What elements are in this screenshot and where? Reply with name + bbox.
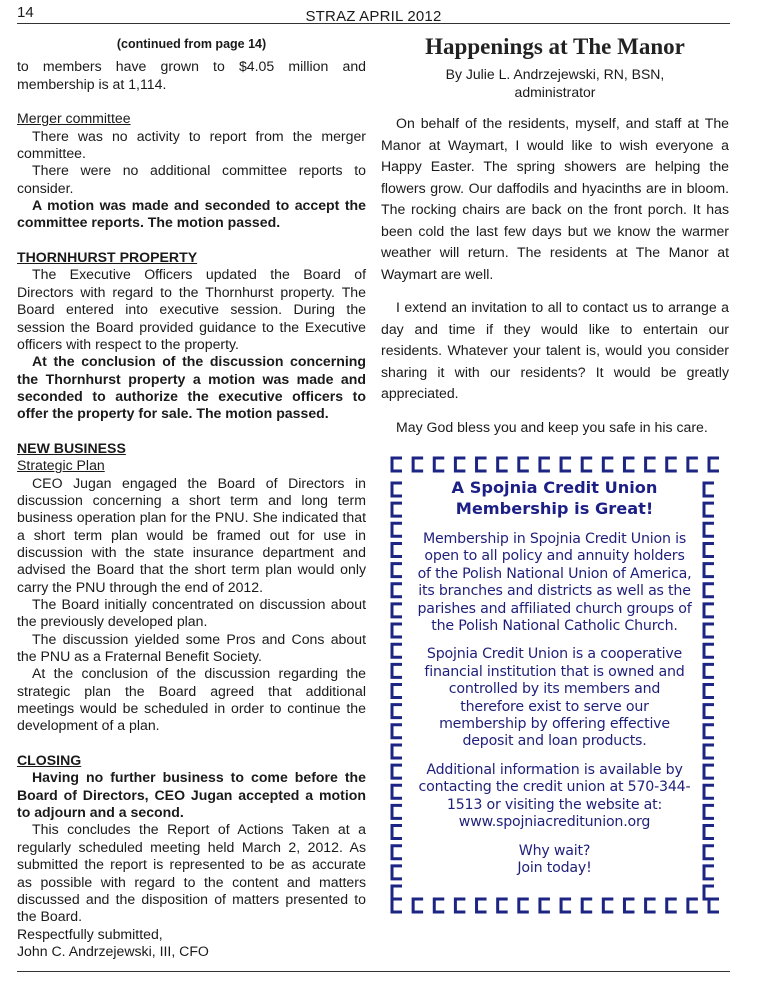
border-bracket <box>392 805 402 818</box>
closing-motion: Having no further business to come before the Board of Directors, CEO Jugan accepted a motion to adjourn and a second. <box>17 769 366 821</box>
left-column <box>17 36 366 960</box>
additional-meetings-paragraph: At the conclusion of the discussion regarding the strategic plan the Board agreed that additional meetings would be scheduled in order to continue the development of a plan. <box>17 665 366 734</box>
border-bracket <box>477 899 487 912</box>
border-bracket <box>392 866 402 879</box>
border-bracket <box>392 785 402 798</box>
border-bracket <box>434 899 444 912</box>
merger-motion: A motion was made and seconded to accept the committee reports. The motion passed. <box>17 197 366 231</box>
border-bracket <box>704 483 714 496</box>
signer-name: John C. Andrzejewski, III, CFO <box>17 942 209 959</box>
ad-contact-paragraph: Additional information is available by contacting the credit union at 570-344-1513 or visiting the website at: www.spojniacreditunion.org <box>418 761 691 831</box>
border-bracket <box>688 899 698 912</box>
pros-cons-paragraph: The discussion yielded some Pros and Cons about the PNU as a Fraternal Benefit Society. <box>17 630 366 665</box>
border-bracket <box>704 705 714 718</box>
border-bracket <box>392 846 402 859</box>
border-bracket <box>392 725 402 738</box>
border-bracket <box>392 886 402 899</box>
border-bracket <box>561 458 571 471</box>
border-bracket <box>624 899 634 912</box>
article-paragraph: I extend an invitation to all to contact us to arrange a day and time if they would like to entertain our residents. Whatever your talent is, would you consider sharing it with our residents? It would be greatly appreciated. <box>381 299 729 401</box>
border-bracket <box>540 458 550 471</box>
border-bracket <box>704 644 714 657</box>
border-bracket <box>392 458 402 471</box>
border-bracket <box>704 584 714 597</box>
ad-title-line: Membership is Great! <box>455 499 654 518</box>
border-bracket <box>392 685 402 698</box>
previous-plan-paragraph: The Board initially concentrated on discussion about the previously developed plan. <box>17 596 366 630</box>
border-bracket <box>704 503 714 516</box>
continued-note: (continued from page 14) <box>116 37 267 51</box>
ad-paragraph: Membership in Spojnia Credit Union is open to all policy and annuity holders of the Polish National Union of America, its branches and districts as well as the parishes and affiliated church groups of the Polish National Catholic Church. <box>417 531 692 635</box>
thornhurst-motion: At the conclusion of the discussion concerning the Thornhurst property a motion was made and seconded to authorize the executive officers to offer the property for sale. The motion passed. <box>17 353 366 422</box>
intro-paragraph: to members have grown to $4.05 million and membership is at 1,114. <box>17 58 366 92</box>
border-bracket <box>709 899 719 912</box>
byline <box>381 65 729 101</box>
article-paragraph: May God bless you and keep you safe in his care. <box>396 418 708 435</box>
border-bracket <box>704 805 714 818</box>
border-bracket <box>392 765 402 778</box>
border-bracket <box>392 899 402 912</box>
byline-role: administrator <box>514 84 596 100</box>
committee-reports-paragraph: There were no additional committee reports to consider. <box>17 162 366 196</box>
border-bracket <box>582 899 592 912</box>
border-bracket <box>704 826 714 839</box>
border-bracket <box>519 899 529 912</box>
merger-heading: Merger committee <box>17 110 131 127</box>
page-header <box>17 4 730 24</box>
byline-author: By Julie L. Andrzejewski, RN, BSN, <box>445 66 665 82</box>
ad-title-line: A Spojnia Credit Union <box>451 478 658 497</box>
border-bracket <box>704 745 714 758</box>
border-bracket <box>540 899 550 912</box>
border-bracket <box>704 604 714 617</box>
border-bracket <box>561 899 571 912</box>
border-bracket <box>455 458 465 471</box>
border-bracket <box>704 523 714 536</box>
ad-paragraph: Spojnia Credit Union is a cooperative financial institution that is owned and controlled by its members and therefore exist to serve our membership by offering effective deposit and loan products. <box>424 646 685 750</box>
border-bracket <box>704 543 714 556</box>
strategic-plan-subheading: Strategic Plan <box>17 457 105 474</box>
border-bracket <box>413 458 423 471</box>
border-bracket <box>667 458 677 471</box>
border-bracket <box>392 826 402 839</box>
border-bracket <box>704 765 714 778</box>
border-bracket <box>455 899 465 912</box>
border-bracket <box>392 705 402 718</box>
ad-title <box>416 477 693 519</box>
border-bracket <box>392 584 402 597</box>
border-bracket <box>646 458 656 471</box>
border-bracket <box>392 745 402 758</box>
border-bracket <box>704 785 714 798</box>
border-bracket <box>603 899 613 912</box>
border-bracket <box>704 564 714 577</box>
border-bracket <box>704 866 714 879</box>
footer-rule <box>17 971 730 972</box>
border-bracket <box>392 543 402 556</box>
credit-union-ad <box>390 455 719 916</box>
border-bracket <box>477 458 487 471</box>
border-bracket <box>667 899 677 912</box>
border-bracket <box>603 458 613 471</box>
border-bracket <box>498 899 508 912</box>
publication-title: STRAZ APRIL 2012 <box>305 8 442 25</box>
border-bracket <box>392 483 402 496</box>
border-bracket <box>392 564 402 577</box>
article-paragraph: On behalf of the residents, myself, and staff at The Manor at Waymart, I would like to wish everyone a Happy Easter. The spring showers are helping the flowers grow. Our daffodils and hyacinths are in bloom. The rocking chairs are back on the front porch. It has been cold the last few days but we know the warmer weather will return. The residents at The Manor at Waymart are well. <box>381 115 729 282</box>
thornhurst-heading: THORNHURST PROPERTY <box>17 249 198 266</box>
right-column <box>381 34 729 450</box>
border-bracket <box>582 458 592 471</box>
ad-cta-line: Join today! <box>517 859 592 876</box>
border-bracket <box>434 458 444 471</box>
new-business-heading: NEW BUSINESS <box>17 439 126 456</box>
border-bracket <box>704 685 714 698</box>
border-bracket <box>498 458 508 471</box>
border-bracket <box>709 458 719 471</box>
border-bracket <box>413 899 423 912</box>
border-bracket <box>704 664 714 677</box>
border-bracket <box>704 846 714 859</box>
border-bracket <box>646 899 656 912</box>
border-bracket <box>392 664 402 677</box>
border-bracket <box>704 725 714 738</box>
signoff: Respectfully submitted, <box>17 925 163 942</box>
border-bracket <box>704 624 714 637</box>
border-bracket <box>519 458 529 471</box>
article-title: Happenings at The Manor <box>425 34 685 59</box>
closing-paragraph: This concludes the Report of Actions Taken at a regularly scheduled meeting held March 2, 2012. As submitted the report is represented to be as accurate as possible with regard to the content and matters discussed and the disposition of matters presented to the Board. <box>17 821 366 925</box>
border-bracket <box>392 644 402 657</box>
merger-paragraph: There was no activity to report from the merger committee. <box>17 127 366 162</box>
border-bracket <box>392 503 402 516</box>
article-body <box>381 113 729 438</box>
border-bracket <box>688 458 698 471</box>
page-number: 14 <box>17 4 34 21</box>
ad-call-to-action <box>416 843 693 878</box>
border-bracket <box>392 523 402 536</box>
border-bracket <box>624 458 634 471</box>
ad-cta-line: Why wait? <box>518 842 591 859</box>
closing-heading: CLOSING <box>17 752 82 769</box>
border-bracket <box>704 886 714 899</box>
thornhurst-paragraph: The Executive Officers updated the Board of Directors with regard to the Thornhurst property. The Board entered into executive session. During the session the Board provided guidance to the Executive officers with respect to the property. <box>17 266 366 352</box>
border-bracket <box>392 604 402 617</box>
credit-union-ad-content <box>416 477 693 877</box>
border-bracket <box>392 624 402 637</box>
strategic-plan-paragraph: CEO Jugan engaged the Board of Directors in discussion concerning a short term and long term business operation plan for the PNU. She indicated that a short term plan would be framed out for use in discussion with the state insurance department and advised the Board that the short term plan would only carry the PNU through the end of 2012. <box>17 474 366 595</box>
